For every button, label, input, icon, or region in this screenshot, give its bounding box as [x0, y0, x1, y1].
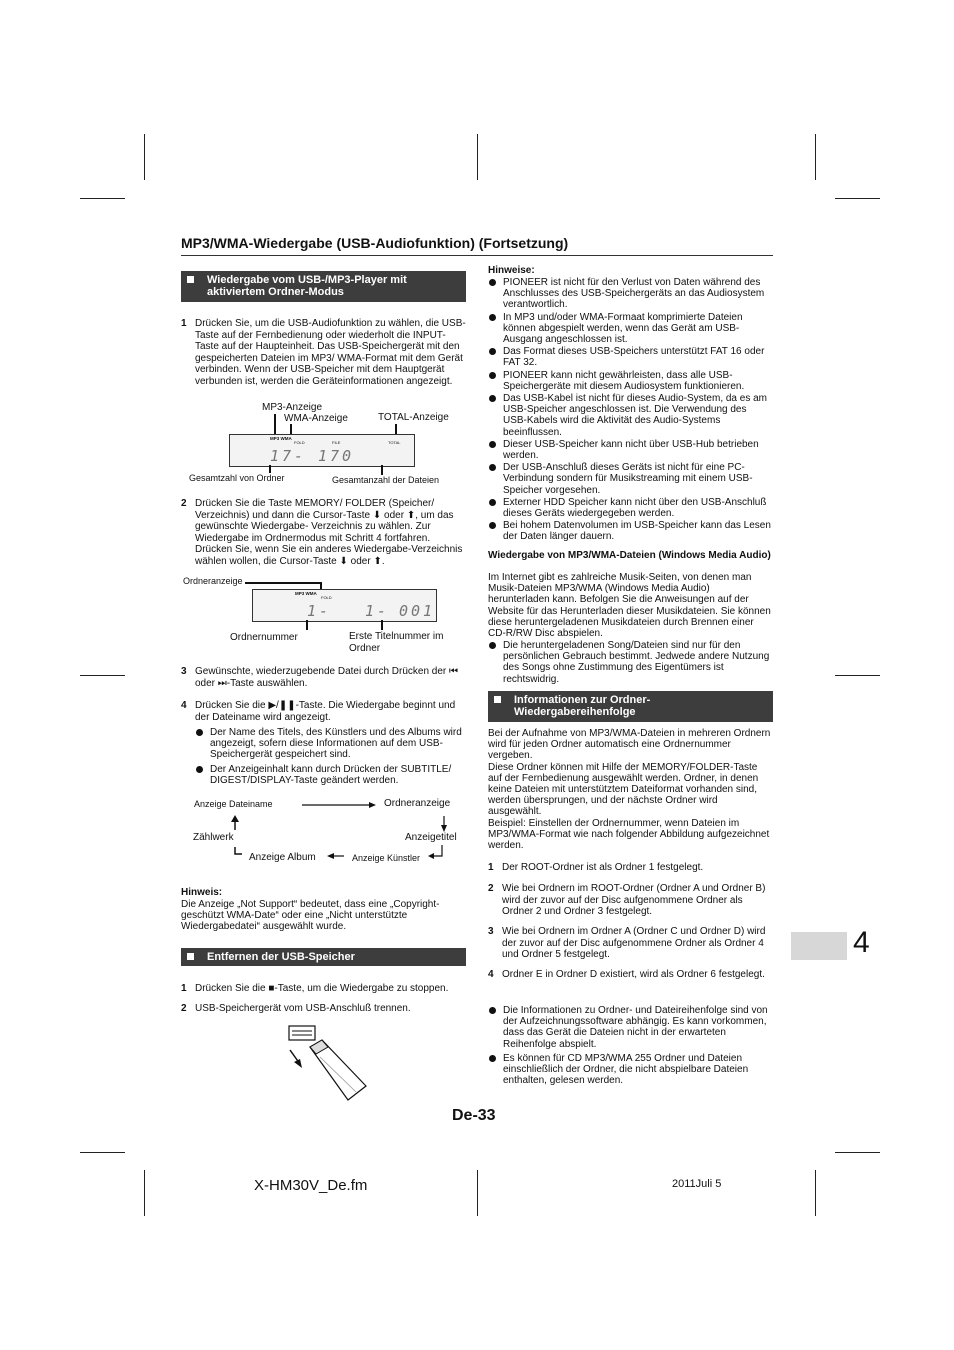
step-number: 3 [181, 666, 187, 677]
order-step-2 [488, 883, 774, 918]
cycle-arrows [180, 790, 470, 865]
crop-mark [815, 134, 816, 180]
list-item: Externer HDD Speicher kann nicht über den USB-Anschluß dieses Geräts wiedergegeben werden. [488, 497, 773, 519]
section-heading-usb-folder-mode: Wiedergabe vom USB-/MP3-Player mit aktiviertem Ordner-Modus [181, 271, 466, 302]
crop-mark [835, 198, 880, 199]
section-heading-remove-usb: Entfernen der USB-Speicher [181, 948, 466, 966]
wma-text: Im Internet gibt es zahlreiche Musik-Seiten, von denen man Musik-Dateien MP3/WMA (Windows Media Audio) herunterladen kann. Befolgen Sie die Anweisungen auf der Website für das Herunterladen dieser Musikdateien. Sie können diese heruntergeladenen Musikdateien durch Brennen einer CD-R/RW Disc abspielen. [488, 572, 771, 640]
step-number: 2 [488, 883, 494, 894]
wma-bullet-wrap [488, 640, 773, 688]
step-text: Gewünschte, wiederzugebende Datei durch Drücken der ⏮ oder ⏭-Taste auswählen. [195, 666, 459, 689]
lcd-folder-total: 17- [270, 447, 307, 465]
page-number: De-33 [452, 1107, 496, 1124]
step-number: 4 [488, 969, 494, 980]
step4-bullets [195, 727, 467, 786]
step-text: USB-Speichergerät vom USB-Anschluß trennen. [195, 1003, 411, 1014]
folder-number-label: Ordnernummer [230, 632, 298, 643]
crop-mark [835, 675, 880, 676]
order-step-1 [488, 862, 774, 874]
note-title: Hinweis: [181, 887, 223, 898]
order-step-3 [488, 926, 774, 961]
crop-mark [144, 134, 145, 180]
crop-mark [477, 1170, 478, 1216]
crop-mark [80, 1152, 125, 1153]
crop-mark [835, 1152, 880, 1153]
list-item: Das Format dieses USB-Speichers unterstützt FAT 16 oder FAT 32. [488, 346, 773, 368]
step-number: 1 [181, 983, 187, 994]
list-item: Bei hohem Datenvolumen im USB-Speicher kann das Lesen der Daten länger dauern. [488, 520, 773, 542]
cycle-title-display: Anzeigetitel [405, 832, 457, 843]
lcd-display-1: MP3 WMA FOLD FILE TOTAL 17- 170 [229, 434, 415, 467]
list-item: Das USB-Kabel ist nicht für dieses Audio-System, da es am USB-Speicher angeschlossen ist. Die Verwendung des USB-Kabels wird die Aktivität des Audio-Systems beeinflussen. [488, 393, 773, 438]
crop-mark [815, 1170, 816, 1216]
page-title: MP3/WMA-Wiedergabe (USB-Audiofunktion) (Fortsetzung) [181, 235, 773, 256]
lcd-display-2: MP3 WMA FOLD 1- 1- 001 [252, 589, 437, 622]
remove-step-1 [181, 983, 471, 995]
step-text-extra: Drücken Sie, wenn Sie ein anderes Wiedergabe-Verzeichnis wählen wollen, die Cursor-Taste ⬇ oder ⬆. [195, 544, 463, 567]
step-4 [181, 700, 467, 789]
step-number: 1 [488, 862, 494, 873]
list-item: Dieser USB-Speicher kann nicht über USB-Hub betrieben werden. [488, 439, 773, 461]
order-step-4 [488, 969, 774, 981]
step-3 [181, 666, 467, 689]
lcd-folder-number-2: 1- [365, 602, 390, 620]
step-text: Drücken Sie die ■-Taste, um die Wiedergabe zu stoppen. [195, 983, 449, 994]
total-label: TOTAL-Anzeige [378, 412, 449, 423]
footer-date: 2011Juli 5 [672, 1178, 722, 1190]
step-number: 2 [181, 1003, 187, 1014]
wma-heading: Wiedergabe von MP3/WMA-Dateien (Windows Media Audio) [488, 550, 771, 561]
step-text: Drücken Sie die ▶/❚❚-Taste. Die Wiedergabe beginnt und der Dateiname wird angezeigt. [195, 700, 456, 723]
usb-stick-illustration [280, 1022, 380, 1107]
order-bullets [488, 1005, 773, 1089]
mp3-label: MP3-Anzeige [262, 402, 323, 413]
cycle-album-display: Anzeige Album [249, 852, 316, 863]
list-item: PIONEER ist nicht für den Verlust von Daten während des Anschlusses des USB-Speichergeräts an das Audiosystem verantwortlich. [488, 277, 773, 311]
footer-filename: X-HM30V_De.fm [254, 1177, 368, 1194]
note-text: Die Anzeige „Not Support“ bedeutet, dass eine „Copyright-geschützt WMA-Date“ oder eine „Nicht unterstützte Wiedergabedatei“ ausgewählt wurde. [181, 899, 440, 933]
list-item: Die Informationen zu Ordner- und Dateireihenfolge sind von der Aufzeichnungssoftware abhängig. Es kann vorkommen, dass das Gerät die Dateien nicht in der erwarteten Reihenfolge abspielt. [488, 1005, 773, 1050]
cycle-counter: Zählwerk [193, 832, 234, 843]
lcd-first-title: 001 [399, 602, 436, 620]
step-text: Der ROOT-Ordner ist als Ordner 1 festgelegt. [502, 862, 704, 873]
step-text: Wie bei Ordnern im ROOT-Ordner (Ordner A und Ordner B) wird der zuvor auf der Disc aufgenommene Ordner als Ordner 2 und Ordner 3 festgelegt. [502, 883, 766, 917]
section-heading-folder-order: Informationen zur Ordner-Wiedergabereihenfolge [488, 691, 773, 722]
chapter-number: 4 [853, 926, 870, 959]
chapter-tab [791, 932, 847, 960]
crop-mark [144, 1170, 145, 1216]
step-number: 4 [181, 700, 187, 711]
folder-display-label: Ordneranzeige [183, 576, 243, 586]
cycle-file-name: Anzeige Dateiname [194, 799, 273, 809]
order-text: Bei der Aufnahme von MP3/WMA-Dateien in mehreren Ordnern wird für jeden Ordner automatisch eine Ordnernummer vergeben. Diese Ordner können mit Hilfe der MEMORY/FOLDER-Taste auf der Fernbedienung ausgewählt werden. Ordner, in denen keine Dateien mit unterstütztem Dateiformat vorhanden sind, werden übersprungen, und der nächste Ordner wird ausgewählt. Beispiel: Einstellen der Ordnernummer, wenn Dateien im MP3/WMA-Format wie nach folgender Abbildung aufgezeichnet werden. [488, 728, 771, 852]
cycle-artist-display: Anzeige Künstler [352, 853, 421, 863]
crop-mark [477, 134, 478, 180]
step-number: 1 [181, 318, 187, 329]
cycle-folder-display: Ordneranzeige [384, 798, 451, 809]
notes-title: Hinweise: [488, 265, 535, 276]
crop-mark [80, 198, 125, 199]
lcd-file-total: 170 [318, 447, 355, 465]
first-title-label: Erste Titelnummer im Ordner [349, 631, 444, 654]
list-item: In MP3 und/oder WMA-Formaat komprimierte Dateien können abgespielt werden, wenn das Gerät am USB-Ausgang angeschlossen ist. [488, 312, 773, 346]
crop-mark [80, 675, 125, 676]
list-item: Es können für CD MP3/WMA 255 Ordner und Dateien einschließlich der Ordner, die nicht abspielbare Dateien enthalten, gelesen werden. [488, 1053, 773, 1087]
step-text: Wie bei Ordnern im Ordner A (Ordner C und Ordner D) wird der zuvor auf der Disc aufgenommene Ordner als Ordner 4 und Ordner 5 festgelegt. [502, 926, 766, 960]
step-number: 2 [181, 498, 187, 509]
step-text: Ordner E in Ordner D existiert, wird als Ordner 6 festgelegt. [502, 969, 765, 980]
list-item: Der USB-Anschluß dieses Geräts ist nicht für eine PC-Verbindung sondern für Musikstreaming mit einem USB-Speicher vorgesehen. [488, 462, 773, 496]
list-item: PIONEER kann nicht gewährleisten, dass alle USB-Speichergeräte mit diesem Audiosystem funktionieren. [488, 370, 773, 392]
remove-step-2 [181, 1003, 471, 1015]
step-number: 3 [488, 926, 494, 937]
lcd-folder-number: 1- [307, 602, 332, 620]
list-item: Der Name des Titels, des Künstlers und des Albums wird angezeigt, sofern diese Informationen auf dem USB-Speichergerät gespeichert sind. [195, 727, 467, 761]
list-item: Der Anzeigeinhalt kann durch Drücken der SUBTITLE/ DIGEST/DISPLAY-Taste geändert werden. [195, 764, 467, 786]
list-item: Die heruntergeladenen Song/Dateien sind nur für den persönlichen Gebrauch bestimmt. Jedwede andere Nutzung des Songs ohne Zustimmung des Eigentümers ist rechtswidrig. [488, 640, 773, 685]
step-text: Drücken Sie die Taste MEMORY/ FOLDER (Speicher/ Verzeichnis) und dann die Cursor-Taste ⬇ oder ⬆, um das gewünschte Wiedergabe- Verzeichnis zu wählen. Zur Wiedergabe im Ordnermodus mit Schritt 4 fortfahren. [195, 498, 454, 544]
step-2 [181, 498, 467, 567]
step-text: Drücken Sie, um die USB-Audiofunktion zu wählen, die USB-Taste auf der Fernbedienung oder wiederholt die INPUT-Taste auf der Haupteinheit. Das USB-Speichergerät mit den gespeicherten Dateien im MP3/ WMA-Format mit dem Gerät verbinden. Wenn der USB-Speicher mit dem Hauptgerät verbunden ist, werden die Geräteinformationen angezeigt. [195, 318, 466, 387]
folder-total-label: Gesamtzahl von Ordner [189, 473, 285, 483]
notes-list [488, 277, 773, 544]
step-1 [181, 318, 467, 387]
file-total-label: Gesamtanzahl der Dateien [332, 475, 440, 485]
wma-label: WMA-Anzeige [284, 413, 348, 424]
